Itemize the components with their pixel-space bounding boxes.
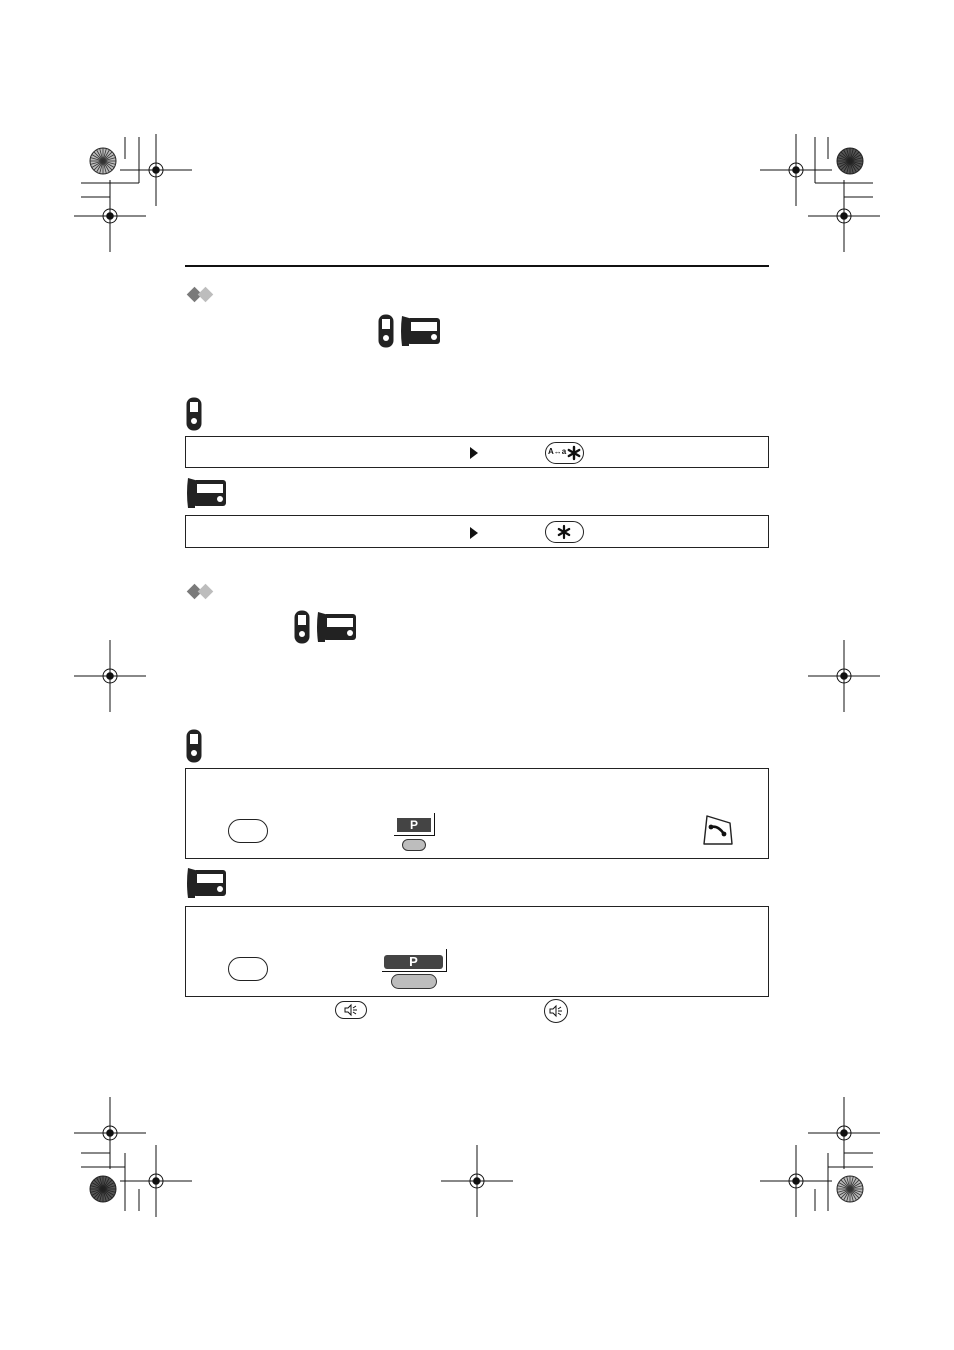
print-color-wheel-icon	[90, 148, 116, 174]
proprietary-telephone-icon	[186, 866, 228, 900]
arrow-right-icon	[469, 527, 479, 539]
section-2-device-icons	[294, 610, 358, 644]
header-rule	[185, 265, 769, 267]
star-key-icon	[545, 521, 584, 543]
ps-procedure-box	[185, 436, 769, 468]
speaker-key-icon	[335, 1001, 367, 1019]
pt-store-box	[185, 906, 769, 997]
blank-key-icon	[228, 957, 268, 981]
section-1-device-icons	[378, 314, 442, 348]
proprietary-telephone-icon	[186, 476, 228, 510]
tone-key-label: A↔a	[548, 447, 567, 456]
pt-procedure-box	[185, 515, 769, 548]
arrow-right-icon	[469, 447, 479, 459]
registration-crosshair-icon	[760, 134, 832, 206]
p-key-label: P	[397, 818, 431, 832]
proprietary-telephone-icon	[316, 610, 358, 644]
blank-key-icon	[228, 819, 268, 843]
registration-crosshair-icon	[74, 180, 146, 252]
print-color-wheel-icon	[90, 1176, 116, 1202]
portable-station-icon	[186, 729, 202, 763]
portable-station-icon	[378, 314, 394, 348]
tone-star-key-icon	[545, 442, 584, 464]
registration-crosshair-icon	[120, 1145, 192, 1217]
p-key-label-2: P	[384, 955, 443, 969]
registration-crosshair-icon	[808, 1097, 880, 1169]
ps-store-box	[185, 768, 769, 859]
talk-handset-key-icon	[699, 813, 735, 847]
registration-crosshair-icon	[74, 1097, 146, 1169]
programmable-p-key-icon	[394, 813, 436, 853]
registration-crosshair-icon	[808, 640, 880, 712]
registration-crosshair-icon	[74, 640, 146, 712]
portable-station-icon	[186, 397, 202, 431]
registration-crosshair-icon	[760, 1145, 832, 1217]
section-1-bullet-icon	[186, 288, 220, 304]
print-color-wheel-icon	[837, 1176, 863, 1202]
speaker-key-icon	[544, 999, 568, 1023]
programmable-p-key-icon	[382, 949, 448, 991]
section-2-bullet-icon	[186, 585, 220, 601]
registration-crosshair-icon	[808, 180, 880, 252]
registration-crosshair-icon	[441, 1145, 513, 1217]
proprietary-telephone-icon	[400, 314, 442, 348]
portable-station-icon	[294, 610, 310, 644]
registration-crosshair-icon	[120, 134, 192, 206]
print-color-wheel-icon	[837, 148, 863, 174]
